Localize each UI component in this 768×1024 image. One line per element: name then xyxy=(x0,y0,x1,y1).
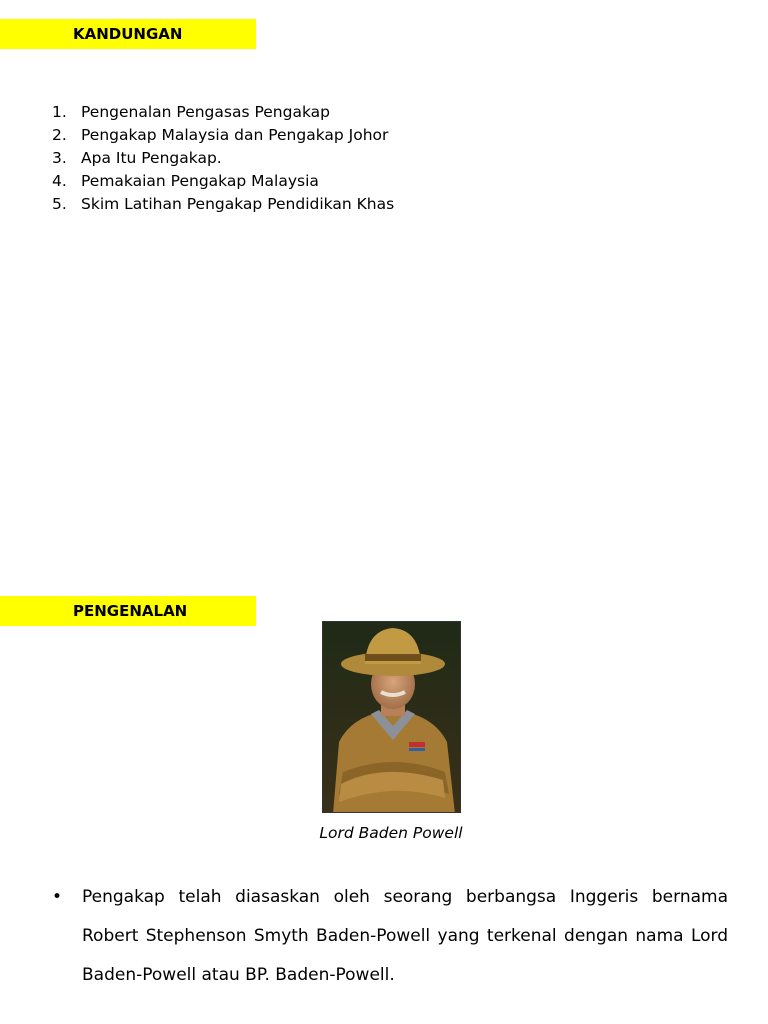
toc-item xyxy=(52,101,394,124)
toc-text: Apa Itu Pengakap. xyxy=(81,149,222,167)
toc-number: 2. xyxy=(52,126,67,144)
toc-number: 5. xyxy=(52,195,67,213)
intro-heading: PENGENALAN xyxy=(73,602,188,620)
toc-item xyxy=(52,124,394,147)
toc-text: Skim Latihan Pengakap Pendidikan Khas xyxy=(81,195,395,213)
toc-item xyxy=(52,193,394,216)
intro-paragraph-block xyxy=(52,878,728,995)
intro-paragraph: Pengakap telah diasaskan oleh seorang berbangsa Inggeris bernama Robert Stephenson Smyth Baden-Powell yang terkenal dengan nama Lord Baden-Powell atau BP. Baden-Powell. xyxy=(82,887,728,985)
photo-caption: Lord Baden Powell xyxy=(319,824,463,842)
toc-text: Pengakap Malaysia dan Pengakap Johor xyxy=(81,126,389,144)
toc-number: 4. xyxy=(52,172,67,190)
contents-heading: KANDUNGAN xyxy=(73,25,183,43)
table-of-contents xyxy=(52,101,394,216)
toc-number: 1. xyxy=(52,103,67,121)
baden-powell-portrait xyxy=(322,621,461,813)
toc-text: Pengenalan Pengasas Pengakap xyxy=(81,103,331,121)
contents-heading-bar xyxy=(0,19,256,49)
toc-item xyxy=(52,170,394,193)
toc-number: 3. xyxy=(52,149,67,167)
intro-heading-bar xyxy=(0,596,256,626)
bullet-marker: • xyxy=(52,887,63,907)
toc-item xyxy=(52,147,394,170)
toc-text: Pemakaian Pengakap Malaysia xyxy=(81,172,319,190)
portrait-illustration xyxy=(323,622,461,813)
